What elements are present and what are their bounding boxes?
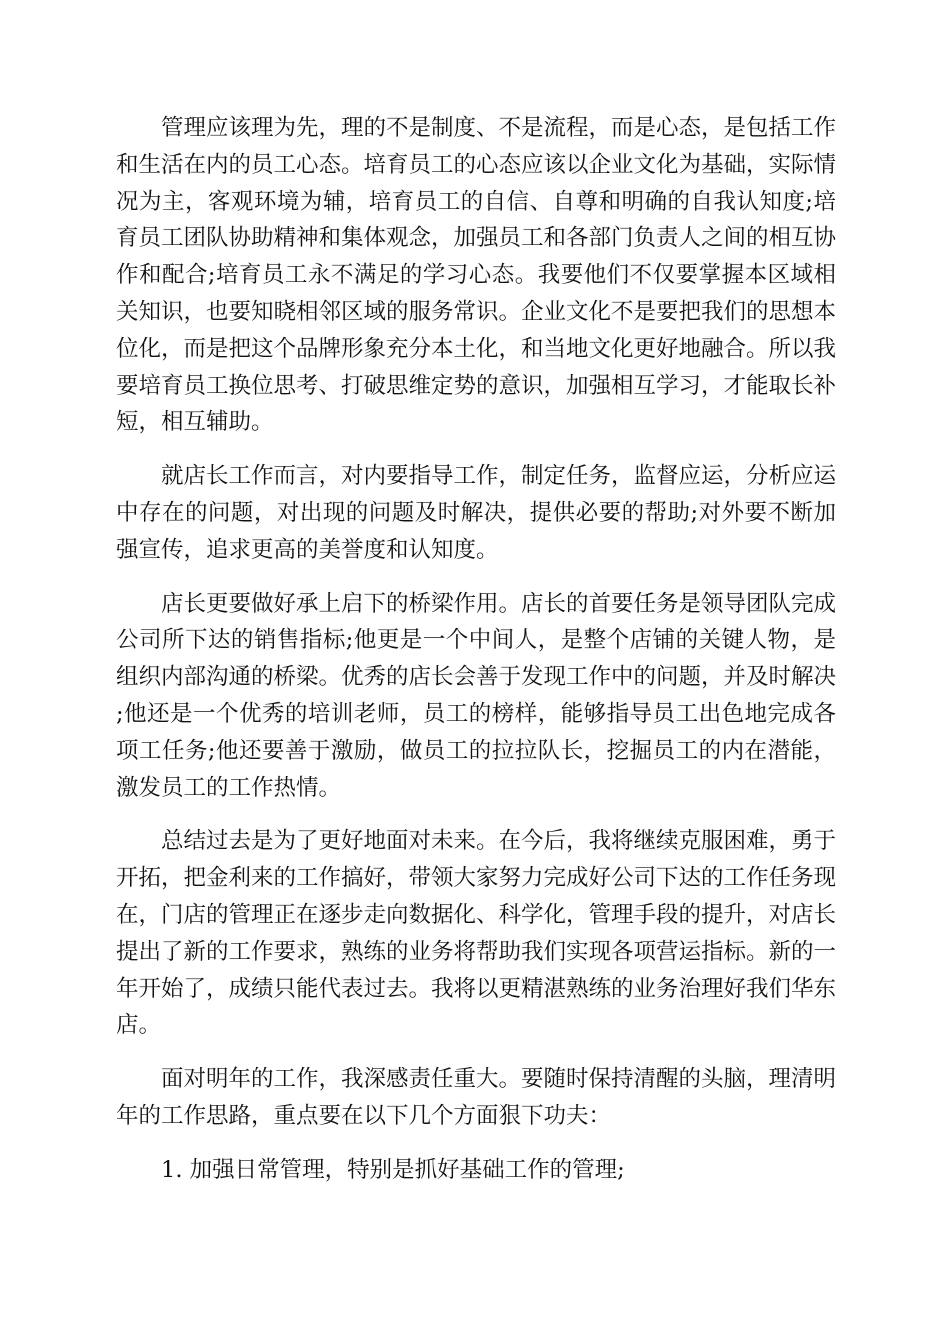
paragraph-management-mindset: 管理应该理为先，理的不是制度、不是流程，而是心态，是包括工作和生活在内的员工心态。培育员工的心态应该以企业文化为基础，实际情况为主，客观环境为辅，培育员工的自信、自尊和明确的自我认知度;培育员工团队协助精神和集体观念，加强员工和各部门负责人之间的相互协作和配合;培育员工永不满足的学习心态。我要他们不仅要掌握本区域相关知识，也要知晓相邻区域的服务常识。企业文化不是要把我们的思想本位化，而是把这个品牌形象充分本土化，和当地文化更好地融合。所以我要培育员工换位思考、打破思维定势的意识，加强相互学习，才能取长补短，相互辅助。	[116, 115, 837, 436]
document-body	[116, 110, 836, 1189]
paragraph-store-manager-duties: 就店长工作而言，对内要指导工作，制定任务，监督应运，分析应运中存在的问题，对出现的问题及时解决，提供必要的帮助;对外要不断加强宣传，追求更高的美誉度和认知度。	[116, 463, 837, 563]
paragraph-bridge-role: 店长更要做好承上启下的桥梁作用。店长的首要任务是领导团队完成公司所下达的销售指标;他更是一个中间人，是整个店铺的关键人物，是组织内部沟通的桥梁。优秀的店长会善于发现工作中的问题，并及时解决;他还是一个优秀的培训老师，员工的榜样，能够指导员工出色地完成各项工任务;他还要善于激励，做员工的拉拉队长，挖掘员工的内在潜能，激发员工的工作热情。	[116, 590, 837, 801]
paragraph-next-year-plan: 面对明年的工作，我深感责任重大。要随时保持清醒的头脑，理清明年的工作思路，重点要在以下几个方面狠下功夫：	[116, 1066, 837, 1129]
list-item: 1. 加强日常管理，特别是抓好基础工作的管理;	[161, 1156, 625, 1183]
paragraph-summary-future: 总结过去是为了更好地面对未来。在今后，我将继续克服困难，勇于开拓，把金利来的工作搞好，带领大家努力完成好公司下达的工作任务现在，门店的管理正在逐步走向数据化、科学化，管理手段的提升，对店长提出了新的工作要求，熟练的业务将帮助我们实现各项营运指标。新的一年开始了，成绩只能代表过去。我将以更精湛熟练的业务治理好我们华东店。	[116, 828, 837, 1039]
